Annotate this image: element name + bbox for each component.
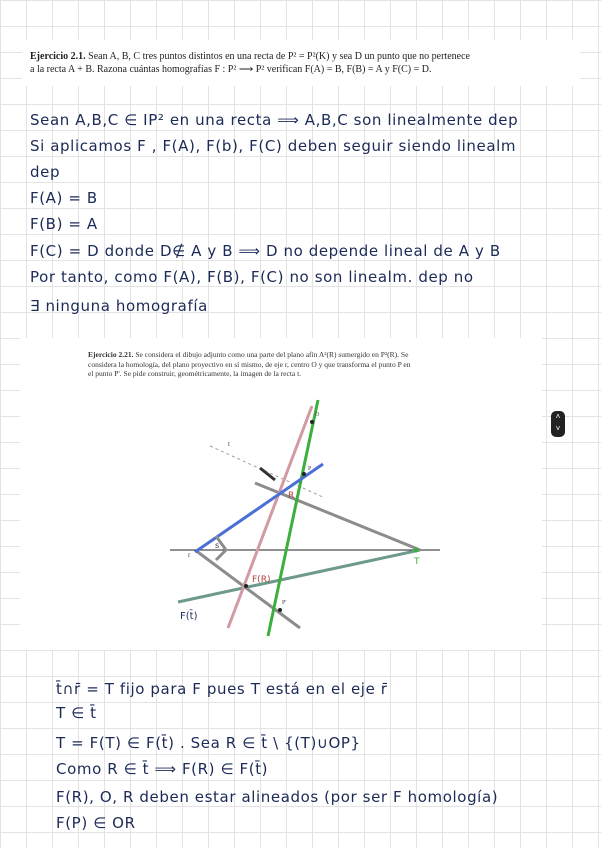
exercise-2-21-block (20, 338, 542, 650)
hand-note-line-6: F(C) = D donde D∉ A y B ⟹ D no depende lineal de A y B (30, 242, 501, 260)
label-F-R: F(R) (252, 575, 271, 585)
hand-note-bottom-5: F(R), O, R deben estar alineados (por ser F homología) (56, 788, 499, 806)
label-F-t: F(t̄) (180, 611, 198, 622)
exercise-2-21-line1: Se considera el dibujo adjunto como una parte del plano afín A²(R) sumergido en P²(R). Se (135, 350, 409, 359)
line-blue (195, 464, 323, 552)
exercise-2-1-line2: a la recta A + B. Razona cuántas homografías F : P² ⟶ P² verifican F(A) = B, F(B) = A y F(C) = D. (30, 64, 432, 75)
hand-note-bottom-4: Como R ∈ t̄ ⟹ F(R) ∈ F(t̄) (56, 760, 269, 778)
point-P-prime (278, 608, 282, 612)
hand-note-line-4: F(A) = B (30, 189, 98, 207)
exercise-2-1-statement (22, 40, 580, 86)
point-F-R (244, 584, 248, 588)
chevron-up-icon: ˄ (555, 412, 561, 421)
label-P: P (308, 466, 312, 472)
hand-note-line-7: Por tanto, como F(A), F(B), F(C) no son linealm. dep no (30, 268, 474, 286)
label-T: T (414, 557, 420, 567)
scroll-handle[interactable] (551, 411, 565, 437)
hand-note-line-3: dep (30, 163, 61, 181)
point-O (310, 420, 314, 424)
exercise-2-1-line1: Sean A, B, C tres puntos distintos en una recta de P² = P²(K) y sea D un punto que no pertenece (88, 51, 470, 62)
chevron-down-icon: ˅ (555, 424, 561, 433)
label-s: s (215, 541, 220, 550)
exercise-2-21-label: Ejercicio 2.21. (88, 350, 134, 359)
label-O: O (315, 412, 320, 418)
hand-note-bottom-1: t̄∩r̄ = T fijo para F pues T está en el eje r̄ (56, 680, 388, 698)
hand-note-bottom-2: T ∈ t̄ (56, 704, 97, 722)
exercise-2-1-label: Ejercicio 2.1. (30, 51, 86, 62)
hand-note-line-1: Sean A,B,C ∈ IP² en una recta ⟹ A,B,C son linealmente dep (30, 111, 519, 129)
label-r: r (188, 551, 191, 559)
point-T (414, 548, 419, 553)
homology-figure (20, 338, 542, 650)
label-t: t (228, 440, 230, 448)
point-P (302, 472, 306, 476)
hand-note-line-8: ∃ ninguna homografía (30, 297, 208, 315)
label-R: R (288, 491, 295, 501)
line-pink-OR (228, 406, 312, 628)
hand-note-line-2: Si aplicamos F , F(A), F(b), F(C) deben seguir siendo linealm (30, 137, 517, 155)
label-P-prime: P' (282, 600, 287, 606)
hand-note-line-5: F(B) = A (30, 215, 98, 233)
exercise-2-21-line3: el punto P'. Se pide construir, geométricamente, la imagen de la recta t. (88, 369, 302, 378)
line-F-t (178, 550, 420, 602)
exercise-2-21-line2: considera la homología, del plano proyectivo en sí mismo, de eje r, centro O y que transforma el punto P en (88, 359, 411, 369)
line-green-OP (268, 400, 318, 636)
hand-note-bottom-3: T = F(T) ∈ F(t̄) . Sea R ∈ t̄ \ {(T)∪OP} (56, 734, 361, 752)
hand-note-bottom-6: F(P) ∈ OR (56, 814, 136, 832)
